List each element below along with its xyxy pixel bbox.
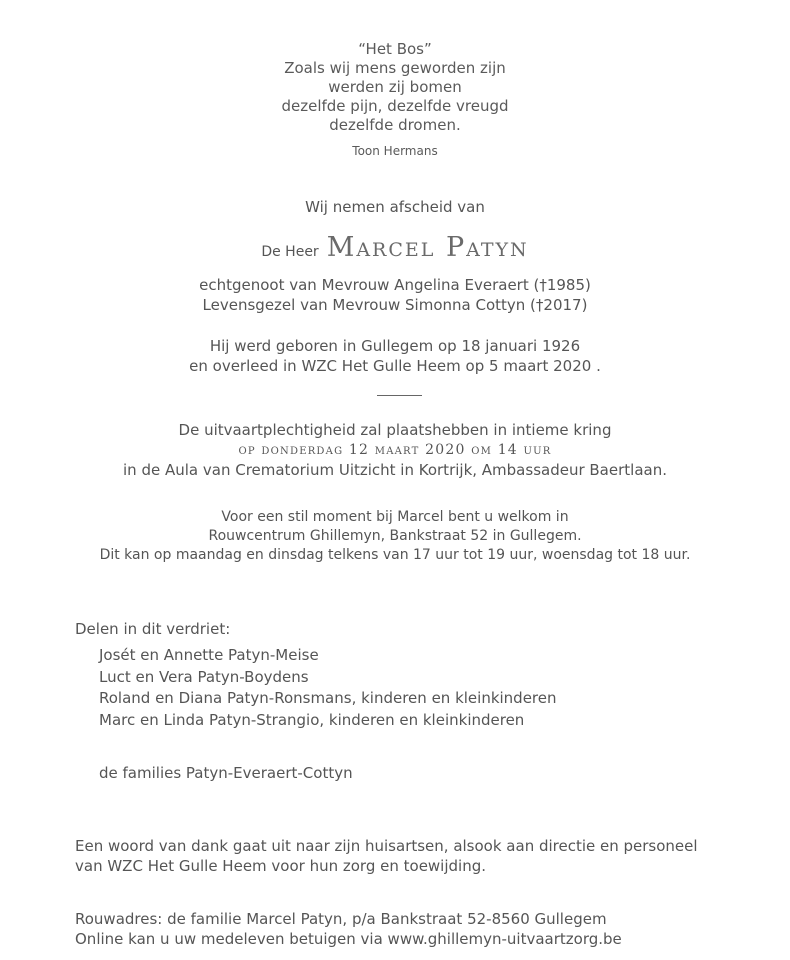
death-line: en overleed in WZC Het Gulle Heem op 5 maart 2020 . [189, 357, 601, 375]
poem-line: Zoals wij mens geworden zijn [284, 59, 506, 77]
visit-info [0, 508, 790, 565]
poem [0, 40, 790, 135]
poem-line: dezelfde pijn, dezelfde vreugd [281, 97, 509, 115]
poem-line: werden zij bomen [328, 78, 462, 96]
honorific: De Heer [261, 244, 319, 260]
visit-line: Rouwcentrum Ghillemyn, Bankstraat 52 in Gullegem. [208, 528, 582, 544]
grief-label: Delen in dit verdriet: [75, 620, 231, 638]
address-block [75, 909, 622, 949]
ceremony-location: in de Aula van Crematorium Uitzicht in Kortrijk, Ambassadeur Baertlaan. [123, 461, 667, 479]
mourner-item: Marc en Linda Patyn-Strangio, kinderen en kleinkinderen [99, 710, 525, 729]
visit-line: Voor een stil moment bij Marcel bent u welkom in [221, 509, 569, 525]
thanks-text [75, 836, 715, 876]
divider [377, 395, 422, 396]
birth-line: Hij werd geboren in Gullegem op 18 januari 1926 [209, 337, 581, 355]
ceremony-date: op donderdag 12 maart 2020 om 14 uur [238, 442, 552, 458]
families: de families Patyn-Everaert-Cottyn [99, 764, 353, 782]
mourner-item: Josét en Annette Patyn-Meise [99, 646, 319, 664]
spouse-line: echtgenoot van Mevrouw Angelina Everaert (†1985) [199, 276, 591, 294]
thanks-line: van WZC Het Gulle Heem voor hun zorg en toewijding. [75, 857, 487, 875]
spouses [0, 275, 790, 315]
life-dates [0, 336, 790, 376]
ceremony-intro: De uitvaartplechtigheid zal plaatshebben in intieme kring [178, 421, 612, 439]
thanks-line: Een woord van dank gaat uit naar zijn huisartsen, alsook aan directie en personeel [75, 837, 698, 855]
poem-author: Toon Hermans [352, 144, 438, 158]
deceased-name: Marcel Patyn [326, 232, 529, 263]
spouse-line: Levensgezel van Mevrouw Simonna Cottyn (†2017) [202, 296, 588, 314]
ceremony-info [0, 420, 790, 480]
mourners-list [99, 645, 557, 731]
poem-line: dezelfde dromen. [329, 116, 461, 134]
mourner-item: Roland en Diana Patyn-Ronsmans, kinderen en kleinkinderen [99, 689, 557, 707]
intro-text: Wij nemen afscheid van [305, 198, 485, 216]
mourning-address: Rouwadres: de familie Marcel Patyn, p/a Bankstraat 52-8560 Gullegem [75, 910, 607, 928]
deceased-name-block [0, 232, 790, 263]
poem-title: “Het Bos” [358, 40, 432, 58]
condolence-website: Online kan u uw medeleven betuigen via www.ghillemyn-uitvaartzorg.be [75, 930, 622, 948]
visit-line: Dit kan op maandag en dinsdag telkens van 17 uur tot 19 uur, woensdag tot 18 uur. [99, 547, 691, 563]
mourner-item: Luct en Vera Patyn-Boydens [99, 667, 309, 686]
